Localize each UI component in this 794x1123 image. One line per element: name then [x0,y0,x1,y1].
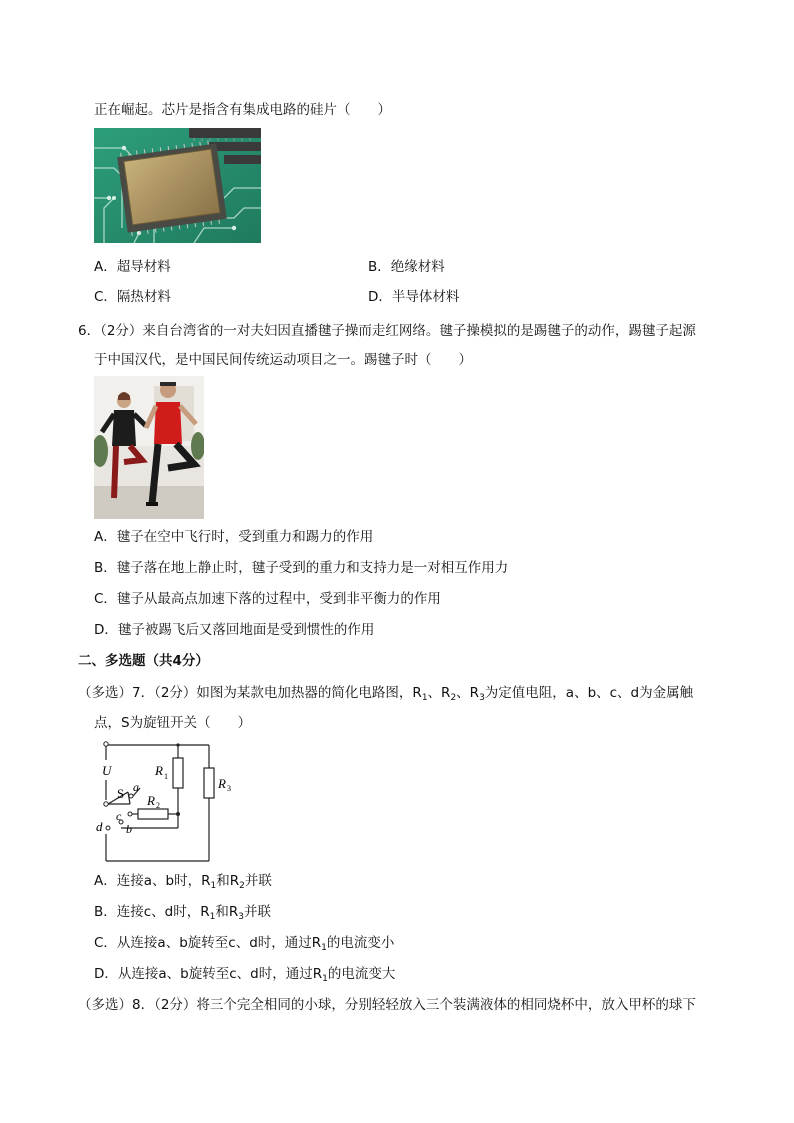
circuit-label-r3-sub: 3 [227,784,231,793]
circuit-label-a: a [133,780,139,794]
q6-option-c: C．毽子从最高点加速下落的过程中，受到非平衡力的作用 [94,591,441,607]
shuttlecock-dance-photo [94,376,204,519]
q6-option-b: B．毽子落在地上静止时，毽子受到的重力和支持力是一对相互作用力 [94,560,509,576]
circuit-label-d: d [96,819,103,834]
q7-stem-line1: （多选）7．（2分）如图为某款电加热器的简化电路图，$R_1$、$R_2$、$R_3$为定值电阻，a、b、c、d为金属触 [78,685,694,703]
q6-option-a: A．毽子在空中飞行时，受到重力和踢力的作用 [94,529,374,545]
q7-stem-line2: 点，S为旋钮开关（ ） [94,715,252,731]
q7-option-b: B．连接c、d时，$R_1$和$R_3$并联 [94,904,271,922]
section-heading-multiple-choice: 二、多选题（共4分） [78,653,209,669]
q5-option-c: C．隔热材料 [94,289,171,305]
chip-image [94,128,261,243]
circuit-label-s: S [117,786,125,801]
q5-option-a: A．超导材料 [94,259,171,275]
q8-stem-line1: （多选）8．（2分）将三个完全相同的小球，分别轻轻放入三个装满液体的相同烧杯中，放入甲杯的球下 [78,997,696,1013]
q7-option-c: C．从连接a、b旋转至c、d时，通过$R_1$的电流变小 [94,935,395,953]
circuit-label-u: U [102,763,112,778]
q7-option-d: D．从连接a、b旋转至c、d时，通过$R_1$的电流变大 [94,966,396,984]
q6-stem-line1: 6．（2分）来自台湾省的一对夫妇因直播毽子操而走红网络。毽子操模拟的是踢毽子的动作，踢毽子起源 [78,323,696,339]
circuit-label-r2-sub: 2 [156,801,160,810]
q5-stem-continuation: 正在崛起。芯片是指含有集成电路的硅片（ ） [94,102,391,118]
circuit-label-r1-sub: 1 [164,772,168,781]
q7-option-a: A．连接a、b时，$R_1$和$R_2$并联 [94,873,272,891]
circuit-label-c: c [116,809,122,823]
circuit-diagram [92,738,242,864]
q5-option-d: D．半导体材料 [368,289,460,305]
circuit-label-r3: R [218,776,226,791]
circuit-label-r1: R [155,763,163,778]
circuit-label-r2: R [147,793,155,808]
q6-stem-line2: 于中国汉代，是中国民间传统运动项目之一。踢毽子时（ ） [94,352,472,368]
q6-option-d: D．毽子被踢飞后又落回地面是受到惯性的作用 [94,622,375,638]
q5-option-b: B．绝缘材料 [368,259,445,275]
circuit-label-b: b [126,822,132,836]
